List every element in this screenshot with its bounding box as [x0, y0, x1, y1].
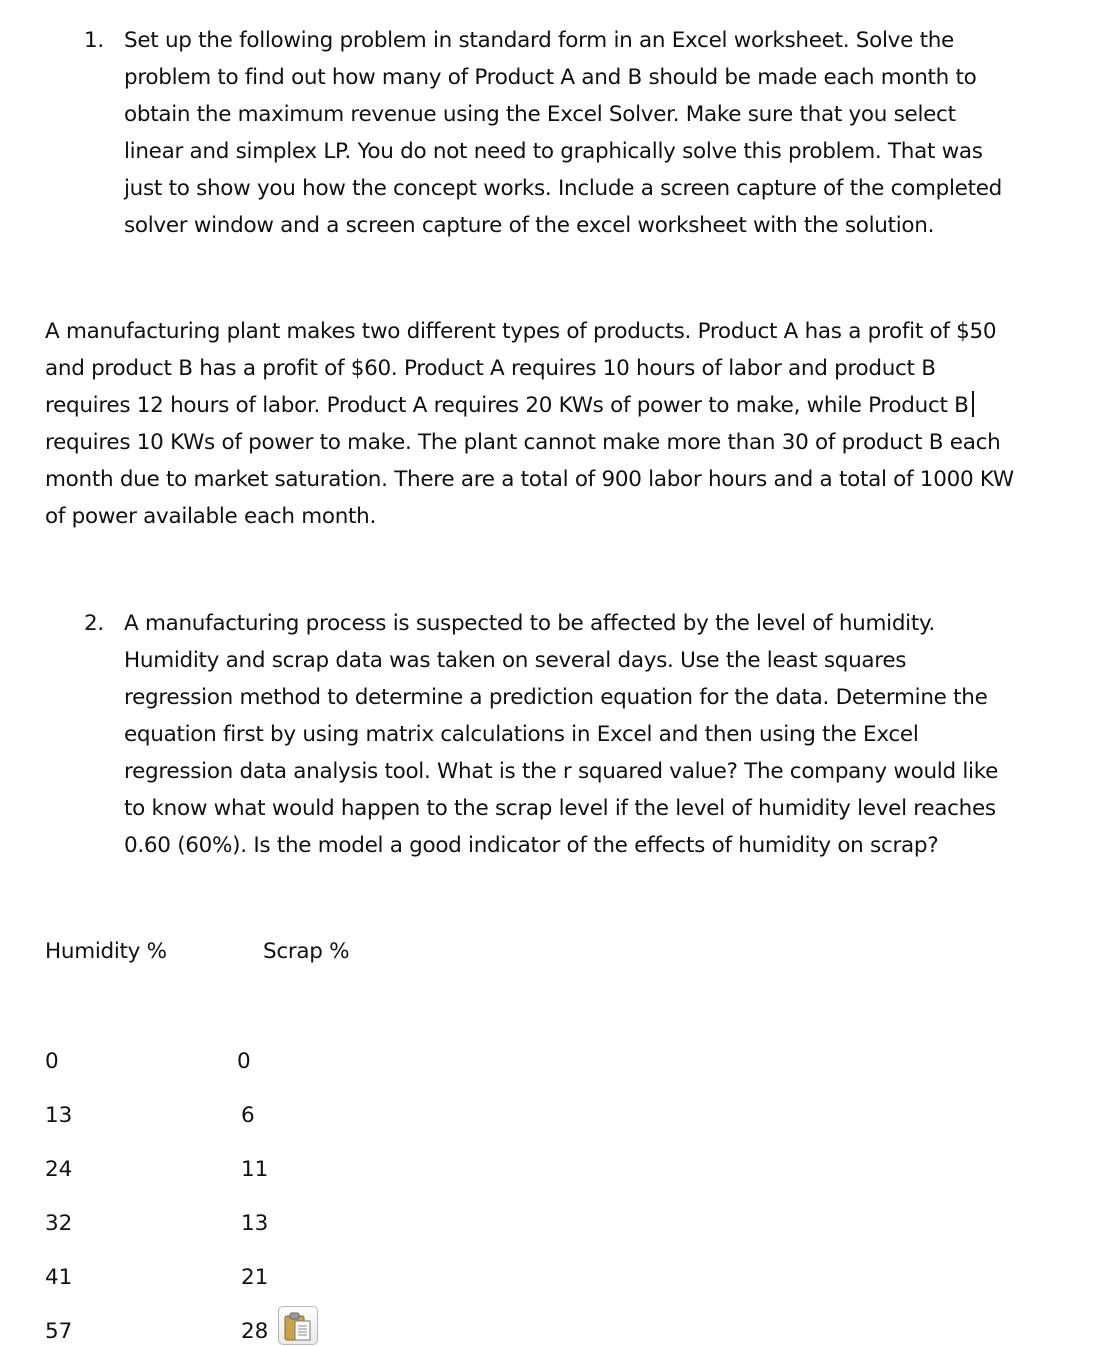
- question-2-line: 0.60 (60%). Is the model a good indicator of the effects of humidity on scrap?: [124, 833, 939, 858]
- problem-line: A manufacturing plant makes two different types of products. Product A has a profit of $50: [45, 319, 997, 344]
- humidity-cell: 13: [45, 1103, 73, 1128]
- scrap-cell: 11: [241, 1157, 269, 1182]
- question-2-line: regression data analysis tool. What is the r squared value? The company would like: [124, 759, 999, 784]
- paste-options-button[interactable]: [278, 1306, 318, 1345]
- scrap-header: Scrap %: [263, 939, 350, 964]
- question-1-text: [124, 22, 1002, 244]
- question-1-line: just to show you how the concept works. Include a screen capture of the completed: [124, 176, 1002, 201]
- humidity-cell: 32: [45, 1211, 73, 1236]
- clipboard-paste-icon: [279, 1307, 317, 1344]
- question-2-line: regression method to determine a prediction equation for the data. Determine the: [124, 685, 988, 710]
- question-2-line: A manufacturing process is suspected to be affected by the level of humidity.: [124, 611, 935, 636]
- question-1-line: linear and simplex LP. You do not need to graphically solve this problem. That was: [124, 139, 983, 164]
- problem-description: [45, 313, 1014, 535]
- problem-line-with-cursor: [45, 387, 1014, 424]
- humidity-cell: 57: [45, 1319, 73, 1344]
- question-2-number: 2.: [84, 611, 104, 636]
- question-2-text: [124, 605, 998, 864]
- humidity-header: Humidity %: [45, 939, 167, 964]
- question-1-line: solver window and a screen capture of the excel worksheet with the solution.: [124, 213, 935, 238]
- question-2-line: equation first by using matrix calculations in Excel and then using the Excel: [124, 722, 919, 747]
- humidity-cell: 41: [45, 1265, 73, 1290]
- scrap-cell: 0: [237, 1049, 251, 1074]
- question-2-line: Humidity and scrap data was taken on several days. Use the least squares: [124, 648, 907, 673]
- scrap-cell: 28: [241, 1319, 269, 1344]
- question-1-line: obtain the maximum revenue using the Excel Solver. Make sure that you select: [124, 102, 956, 127]
- humidity-cell: 24: [45, 1157, 73, 1182]
- humidity-cell: 0: [45, 1049, 59, 1074]
- scrap-cell: 6: [241, 1103, 255, 1128]
- problem-line: requires 12 hours of labor. Product A requires 20 KWs of power to make, while Product B: [45, 393, 969, 418]
- scrap-cell: 13: [241, 1211, 269, 1236]
- question-2-line: to know what would happen to the scrap level if the level of humidity level reaches: [124, 796, 996, 821]
- problem-line: requires 10 KWs of power to make. The plant cannot make more than 30 of product B each: [45, 430, 1001, 455]
- scrap-cell: 21: [241, 1265, 269, 1290]
- question-1-line: Set up the following problem in standard form in an Excel worksheet. Solve the: [124, 28, 954, 53]
- problem-line: of power available each month.: [45, 504, 377, 529]
- problem-line: and product B has a profit of $60. Product A requires 10 hours of labor and product B: [45, 356, 936, 381]
- question-1-number: 1.: [84, 28, 104, 53]
- question-1-line: problem to find out how many of Product A and B should be made each month to: [124, 65, 977, 90]
- problem-line: month due to market saturation. There are a total of 900 labor hours and a total of 1000 KW: [45, 467, 1014, 492]
- text-cursor: [972, 391, 974, 417]
